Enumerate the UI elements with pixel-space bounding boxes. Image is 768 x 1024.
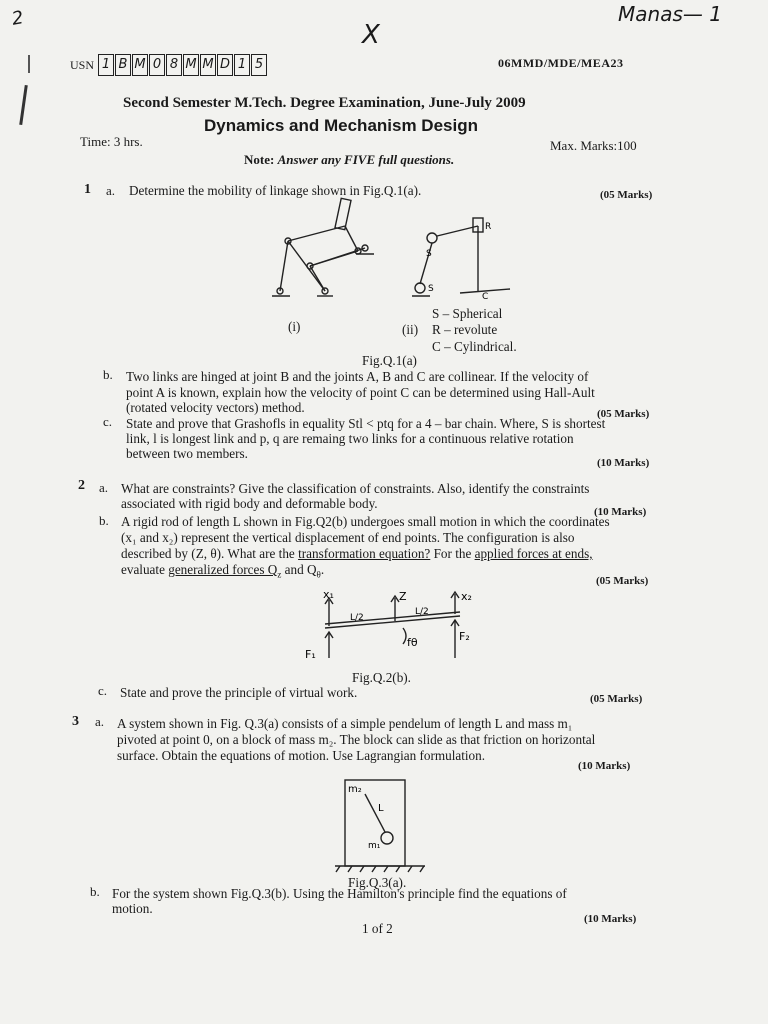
figure-caption: Fig.Q.3(a).: [348, 875, 407, 890]
question-text: (x₁ and x₂) represent the vertical displacement of end points. The configuration is also: [121, 530, 575, 545]
subscript: z: [277, 569, 282, 580]
fig-label-m2: m₂: [348, 784, 362, 795]
question-text: between two members.: [126, 446, 248, 461]
subject-code: 06MMD/MDE/MEA23: [498, 56, 624, 70]
question-text: surface. Obtain the equations of motion. Use Lagrangian formulation.: [117, 748, 486, 763]
subquestion-letter: b.: [99, 513, 109, 528]
usn-digit: 0: [149, 54, 165, 76]
text-run: and Q: [281, 562, 317, 577]
note-label: Note:: [244, 152, 275, 167]
figure-q3a-pendulum: [330, 776, 430, 876]
legend-cylindrical: C – Cylindrical.: [432, 339, 517, 354]
usn-digit: B: [115, 54, 131, 76]
usn-digit: 1: [234, 54, 250, 76]
handwritten-page-number: 2: [10, 7, 26, 30]
underlined-text: generalized forces Q: [168, 562, 278, 577]
text-run: described by (Z, θ). What are the: [121, 546, 299, 561]
figure-caption: Fig.Q.2(b).: [352, 670, 411, 685]
question-number: 1: [84, 182, 91, 197]
usn-digit: M: [183, 54, 199, 76]
marks-label: (05 Marks): [590, 693, 643, 705]
underlined-text: transformation equation?: [298, 546, 431, 561]
marks-label: (10 Marks): [578, 760, 631, 772]
exam-title: Second Semester M.Tech. Degree Examination, June-July 2009: [123, 95, 526, 111]
handwritten-name: Manas— 1: [618, 2, 722, 26]
question-text: A system shown in Fig. Q.3(a) consists of a simple pendelum of length L and mass m₁: [117, 716, 573, 731]
joint-label-c: C: [482, 292, 489, 302]
usn-field: [70, 54, 268, 76]
question-text: A rigid rod of length L shown in Fig.Q2(b) undergoes small motion in which the coordinates: [121, 514, 610, 529]
usn-digit: M: [200, 54, 216, 76]
question-number: 2: [78, 478, 85, 493]
exam-time: Time: 3 hrs.: [80, 134, 143, 149]
underlined-text: applied forces at ends,: [474, 546, 593, 561]
figure-label-ii: (ii): [402, 322, 419, 337]
usn-digit: 8: [166, 54, 182, 76]
fig-label-f1: F₁: [305, 648, 316, 661]
joint-label-s: S: [428, 284, 434, 294]
usn-digit: 5: [251, 54, 267, 76]
usn-digit: D: [217, 54, 233, 76]
fig-label-m1: m₁: [368, 841, 381, 851]
marks-label: (05 Marks): [600, 189, 653, 201]
subscript: θ: [316, 569, 321, 580]
usn-digit: M: [132, 54, 148, 76]
text-run: For the: [430, 546, 475, 561]
subquestion-letter: a.: [106, 183, 116, 198]
margin-mark: [28, 55, 30, 73]
subquestion-letter: b.: [90, 884, 100, 899]
fig-label-theta: fθ: [407, 636, 418, 649]
question-text: Determine the mobility of linkage shown in Fig.Q.1(a).: [129, 183, 422, 198]
question-text: pivoted at point 0, on a block of mass m₂. The block can slide as that friction on horizontal: [117, 732, 596, 747]
question-text: link, l is longest link and p, q are remaing two links for a continuous relative rotation: [126, 431, 574, 446]
question-text: [121, 563, 324, 582]
subquestion-letter: b.: [103, 367, 113, 382]
marks-label: (10 Marks): [597, 457, 650, 469]
question-text: For the system shown Fig.Q.3(b). Using the Hamilton's principle find the equations of: [112, 886, 567, 901]
figure-label-i: (i): [288, 319, 301, 334]
marks-label: (10 Marks): [584, 913, 637, 925]
question-text: Two links are hinged at joint B and the joints A, B and C are collinear. If the velocity of: [126, 369, 589, 384]
figure-q2b-rod: [295, 588, 495, 668]
question-text: (rotated velocity vectors) method.: [126, 400, 305, 415]
fig-label-x2: x₂: [461, 590, 472, 603]
usn-label: USN: [70, 57, 95, 72]
joint-label-r: R: [485, 222, 492, 232]
subquestion-letter: a.: [99, 480, 109, 495]
figure-caption: Fig.Q.1(a): [362, 353, 417, 368]
fig-label-f2: F₂: [459, 630, 470, 643]
marks-label: (05 Marks): [596, 575, 649, 587]
text-run: .: [320, 562, 325, 577]
subquestion-letter: c.: [98, 683, 108, 698]
fig-label-x1: x₁: [323, 588, 334, 601]
question-text: State and prove the principle of virtual work.: [120, 685, 358, 700]
text-run: evaluate: [121, 562, 169, 577]
max-marks: Max. Marks:100: [550, 138, 637, 153]
marks-label: (05 Marks): [597, 408, 650, 420]
legend-revolute: R – revolute: [432, 322, 498, 337]
course-title: Dynamics and Mechanism Design: [204, 116, 478, 135]
handwritten-cross: X: [362, 20, 380, 50]
fig-label-l2: L/2: [415, 607, 429, 617]
subquestion-letter: c.: [103, 414, 113, 429]
exam-note: [244, 152, 454, 168]
page-number: 1 of 2: [362, 921, 393, 936]
note-text: Answer any FIVE full questions.: [277, 152, 455, 167]
subquestion-letter: a.: [95, 714, 105, 729]
fig-label-l: L: [378, 803, 384, 814]
fig-label-l2: L/2: [350, 613, 364, 623]
question-number: 3: [72, 714, 79, 729]
fig-label-z: Z: [399, 590, 407, 603]
joint-label-s: S: [426, 249, 432, 259]
question-text: [121, 547, 593, 561]
marks-label: (10 Marks): [594, 506, 647, 518]
question-text: State and prove that Grashofls in equality Stl < ptq for a 4 – bar chain. Where, S is shortest: [126, 416, 606, 431]
question-text: motion.: [112, 901, 153, 916]
question-text: point A is known, explain how the velocity of point C can be determined using Hall-Ault: [126, 385, 595, 400]
question-text: What are constraints? Give the classification of constraints. Also, identify the constraints: [121, 481, 590, 496]
usn-digit: 1: [98, 54, 114, 76]
legend-spherical: S – Spherical: [432, 306, 503, 321]
margin-mark: [19, 85, 28, 125]
question-text: associated with rigid body and deformable body.: [121, 496, 378, 511]
